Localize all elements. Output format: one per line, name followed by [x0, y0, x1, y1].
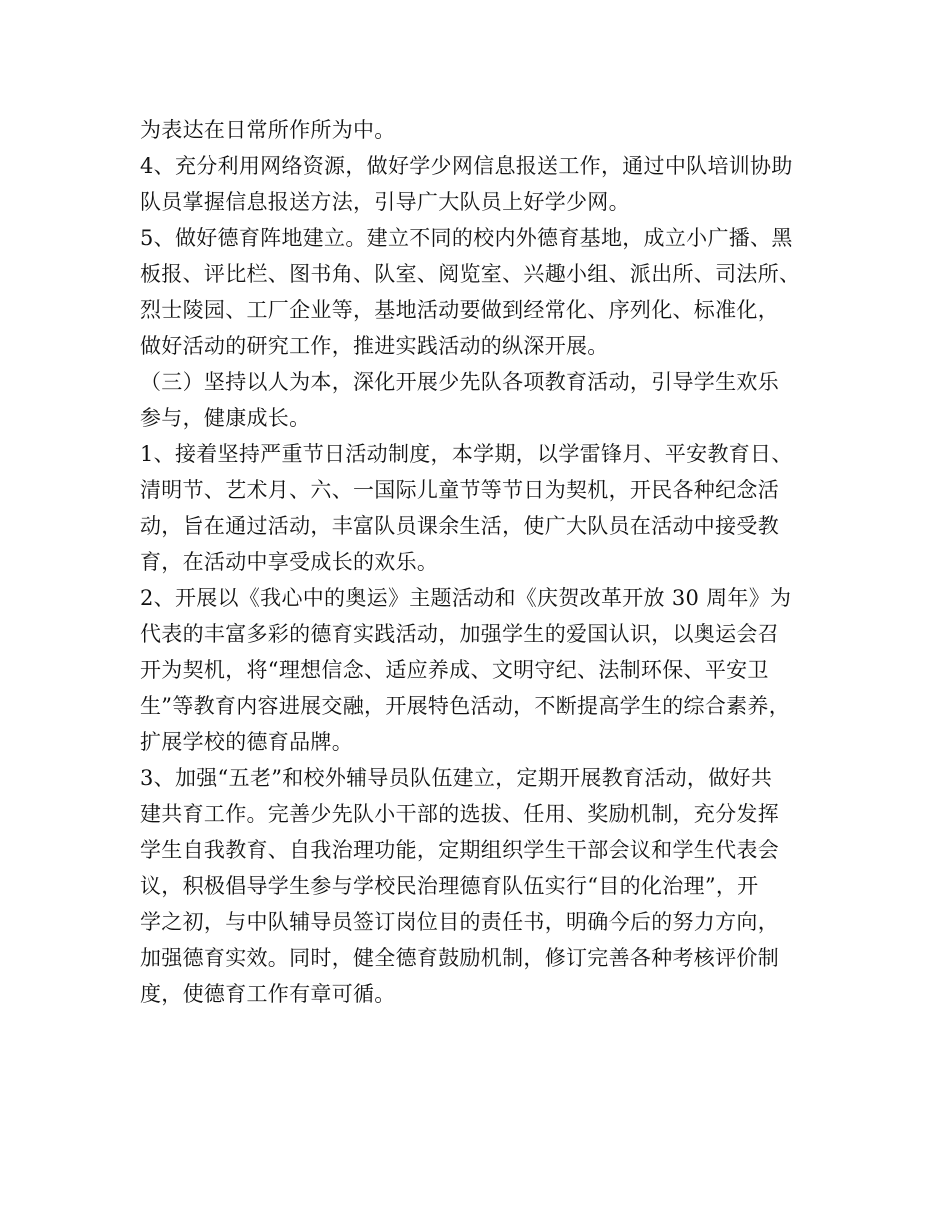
text-line: 清明节、艺术月、六、一国际儿童节等节日为契机，开民各种纪念活 [140, 478, 779, 502]
body-text [140, 112, 840, 1012]
text-line: 动，旨在通过活动，丰富队员课余生活，使广大队员在活动中接受教 [140, 514, 779, 538]
text-line: 队员掌握信息报送方法，引导广大队员上好学少网。 [140, 190, 630, 214]
text-line: 度，使德育工作有章可循。 [140, 982, 396, 1006]
text-line: 5、做好德育阵地建立。建立不同的校内外德育基地，成立小广播、黑 [140, 226, 793, 250]
text-line: 1、接着坚持严重节日活动制度，本学期，以学雷锋月、平安教育日、 [140, 442, 793, 466]
text-line: 2、开展以《我心中的奥运》主题活动和《庆贺改革开放 30 周年》为 [140, 586, 792, 610]
text-line: 育，在活动中享受成长的欢乐。 [140, 550, 439, 574]
text-line: 烈士陵园、工厂企业等，基地活动要做到经常化、序列化、标准化， [140, 298, 779, 322]
text-line: 板报、评比栏、图书角、队室、阅览室、兴趣小组、派出所、司法所、 [140, 262, 801, 286]
text-line: 代表的丰富多彩的德育实践活动，加强学生的爱国认识，以奥运会召 [140, 622, 779, 646]
text-line: 学生自我教育、自我治理功能，定期组织学生干部会议和学生代表会 [140, 838, 779, 862]
section-heading: （三）坚持以人为本，深化开展少先队各项教育活动，引导学生欢乐 [140, 370, 779, 394]
text-line: 扩展学校的德育品牌。 [140, 730, 353, 754]
text-line: 学之初，与中队辅导员签订岗位目的责任书，明确今后的努力方向， [140, 910, 779, 934]
text-line: 4、充分利用网络资源，做好学少网信息报送工作，通过中队培训协助 [140, 154, 793, 178]
text-line: 参与，健康成长。 [140, 406, 311, 430]
text-line: 做好活动的研究工作，推进实践活动的纵深开展。 [140, 334, 609, 358]
text-line: 生”等教育内容进展交融，开展特色活动，不断提高学生的综合素养， [140, 694, 791, 718]
text-line: 议，积极倡导学生参与学校民治理德育队伍实行“目的化治理”，开 [140, 874, 759, 898]
text-line: 加强德育实效。同时，健全德育鼓励机制，修订完善各种考核评价制 [140, 946, 779, 970]
text-line: 建共育工作。完善少先队小干部的选拔、任用、奖励机制，充分发挥 [140, 802, 779, 826]
text-line: 开为契机，将“理想信念、适应养成、文明守纪、法制环保、平安卫 [140, 658, 769, 682]
text-line: 为表达在日常所作所为中。 [140, 118, 396, 142]
text-line: 3、加强“五老”和校外辅导员队伍建立，定期开展教育活动，做好共 [140, 766, 773, 790]
